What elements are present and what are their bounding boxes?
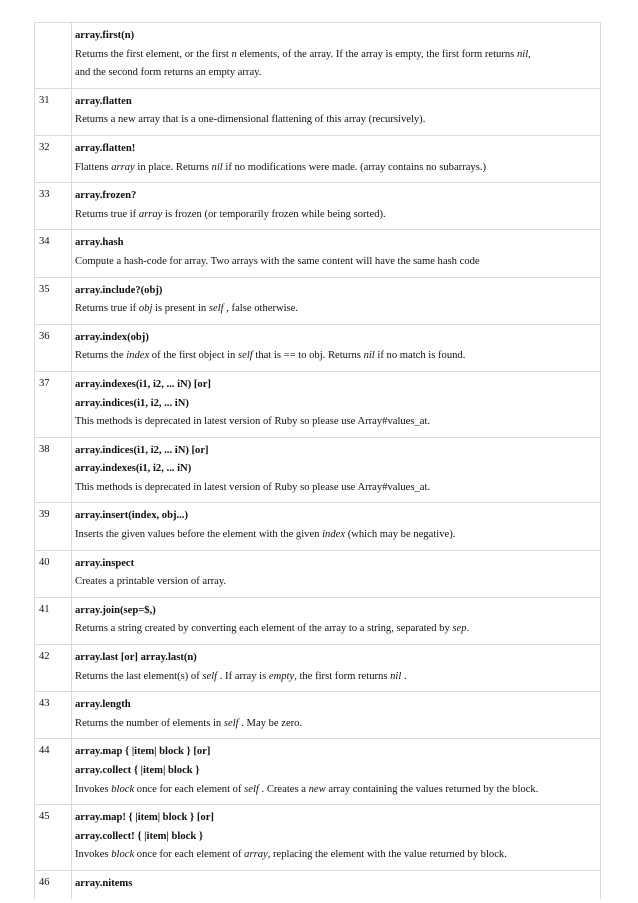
document-page [34, 22, 600, 889]
table-row [35, 739, 601, 805]
method-cell [72, 277, 601, 324]
table-row [35, 183, 601, 230]
method-description: Compute a hash-code for array. Two arrays with the same content will have the same hash code [75, 255, 480, 267]
method-description: Returns true if obj is present in self , false otherwise. [75, 303, 299, 315]
table-row [35, 230, 601, 277]
method-cell [72, 230, 601, 277]
method-description: Returns the number of elements in self . May be zero. [75, 717, 303, 729]
table-row [35, 503, 601, 550]
method-description: Invokes block once for each element of array, replacing the element with the value returned by block. [75, 849, 507, 861]
method-cell [72, 645, 601, 692]
method-cell [72, 870, 601, 898]
table-row [35, 692, 601, 739]
method-signature: array.insert(index, obj...) [75, 510, 188, 522]
row-number: 38 [35, 437, 72, 503]
method-signature: array.inspect [75, 557, 135, 569]
method-description: This methods is deprecated in latest version of Ruby so please use Array#values_at. [75, 481, 431, 493]
method-signature: array.frozen? [75, 190, 137, 202]
table-row [35, 437, 601, 503]
method-cell [72, 692, 601, 739]
row-number: 33 [35, 183, 72, 230]
method-signature: array.first(n) [75, 30, 135, 41]
method-signature: array.map! { |item| block } [or] [75, 812, 214, 824]
method-cell [72, 183, 601, 230]
method-description: Returns a new array that is a one-dimensional flattening of this array (recursively). [75, 114, 426, 126]
method-description: Inserts the given values before the element with the given index (which may be negative). [75, 529, 456, 541]
method-signature: array.collect! { |item| block } [75, 830, 204, 842]
method-description: Returns true if array is frozen (or temporarily frozen while being sorted). [75, 208, 386, 220]
row-number: 44 [35, 739, 72, 805]
row-number: 39 [35, 503, 72, 550]
row-number: 46 [35, 870, 72, 898]
table-row [35, 805, 601, 871]
method-signature: array.map { |item| block } [or] [75, 746, 211, 758]
method-cell [72, 503, 601, 550]
method-description: Returns the index of the first object in self that is == to obj. Returns nil if no match is found. [75, 350, 466, 362]
table-row [35, 277, 601, 324]
method-description: This methods is deprecated in latest version of Ruby so please use Array#values_at. [75, 416, 431, 428]
method-cell [72, 371, 601, 437]
method-signature: array.index(obj) [75, 331, 149, 343]
row-number [35, 23, 72, 89]
method-signature: array.flatten! [75, 142, 136, 154]
method-cell [72, 23, 601, 89]
row-number: 41 [35, 597, 72, 644]
method-description: and the second form returns an empty array. [75, 67, 262, 79]
table-row [35, 88, 601, 135]
method-cell [72, 88, 601, 135]
row-number: 42 [35, 645, 72, 692]
method-description: Flattens array in place. Returns nil if no modifications were made. (array contains no subarrays.) [75, 161, 487, 173]
method-signature: array.collect { |item| block } [75, 765, 200, 776]
method-signature: array.indices(i1, i2, ... iN) [or] [75, 444, 209, 456]
row-number: 40 [35, 550, 72, 597]
method-cell [72, 739, 601, 805]
method-cell [72, 135, 601, 182]
method-signature: array.indexes(i1, i2, ... iN) [75, 463, 192, 475]
method-cell [72, 324, 601, 371]
method-signature: array.hash [75, 237, 124, 249]
table-row [35, 645, 601, 692]
method-cell [72, 597, 601, 644]
method-signature: array.include?(obj) [75, 284, 163, 296]
table-row [35, 23, 601, 89]
method-signature: array.flatten [75, 95, 132, 107]
methods-table-body [35, 23, 601, 899]
row-number: 43 [35, 692, 72, 739]
method-signature: array.indices(i1, i2, ... iN) [75, 397, 189, 409]
table-row [35, 135, 601, 182]
table-row [35, 324, 601, 371]
table-row [35, 371, 601, 437]
method-cell [72, 437, 601, 503]
row-number: 32 [35, 135, 72, 182]
table-row [35, 597, 601, 644]
method-cell [72, 805, 601, 871]
methods-table [34, 22, 601, 899]
method-description: Returns the first element, or the first n elements, of the array. If the array is empty, the first form returns nil, [75, 48, 531, 60]
row-number: 36 [35, 324, 72, 371]
method-signature: array.nitems [75, 877, 133, 889]
method-cell [72, 550, 601, 597]
row-number: 35 [35, 277, 72, 324]
method-description: Invokes block once for each element of self . Creates a new array containing the values returned by the block. [75, 783, 539, 795]
method-signature: array.last [or] array.last(n) [75, 652, 197, 664]
method-description: Returns the last element(s) of self . If array is empty, the first form returns nil . [75, 670, 407, 682]
row-number: 34 [35, 230, 72, 277]
table-row [35, 550, 601, 597]
method-description: Creates a printable version of array. [75, 576, 227, 588]
method-signature: array.length [75, 699, 131, 711]
method-description: Returns a string created by converting each element of the array to a string, separated by sep. [75, 623, 470, 635]
method-signature: array.join(sep=$,) [75, 604, 156, 616]
table-row [35, 870, 601, 898]
row-number: 31 [35, 88, 72, 135]
row-number: 37 [35, 371, 72, 437]
row-number: 45 [35, 805, 72, 871]
method-signature: array.indexes(i1, i2, ... iN) [or] [75, 378, 211, 390]
